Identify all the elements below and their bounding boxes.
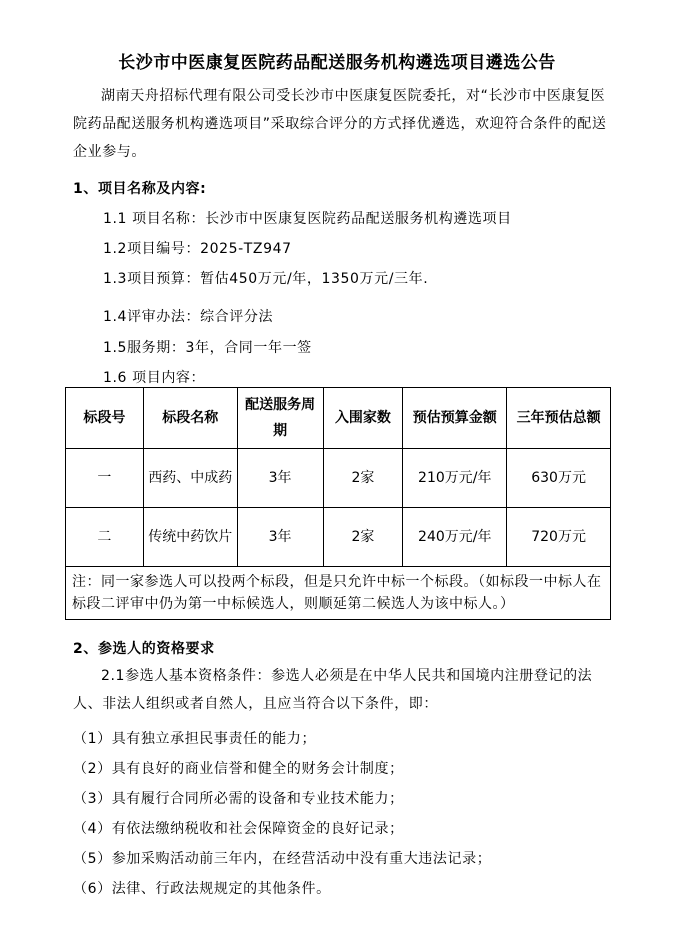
item-1-5-service-period: 1.5服务期：3年，合同一年一签: [103, 340, 312, 356]
lots-table: [65, 387, 611, 620]
condition-item: （6）法律、行政法规规定的其他条件。: [73, 881, 331, 897]
condition-item: （3）具有履行合同所必需的设备和专业技术能力；: [73, 791, 404, 807]
cell-shortlist-count: 2家: [323, 449, 403, 508]
cell-three-year-total: 720万元: [507, 508, 611, 567]
cell-shortlist-count: 2家: [323, 508, 403, 567]
item-1-1-project-name: 1.1 项目名称：长沙市中医康复医院药品配送服务机构遴选项目: [103, 211, 512, 227]
header-service-cycle: 配送服务周期: [237, 388, 323, 449]
table-note-row: [66, 567, 611, 620]
table-header-row: [66, 388, 611, 449]
item-2-1-basic-qualifications: 2.1参选人基本资格条件：参选人必须是在中华人民共和国境内注册登记的法人、非法人组织或者自然人，且应当符合以下条件，即：: [73, 668, 593, 712]
condition-item: （2）具有良好的商业信誉和健全的财务会计制度；: [73, 761, 404, 777]
table-row: [66, 449, 611, 508]
cell-lot-name: 传统中药饮片: [143, 508, 237, 567]
header-estimated-budget: 预估预算金额: [403, 388, 507, 449]
cell-lot-name: 西药、中成药: [143, 449, 237, 508]
cell-three-year-total: 630万元: [507, 449, 611, 508]
condition-item: （4）有依法缴纳税收和社会保障资金的良好记录；: [73, 821, 404, 837]
cell-service-cycle: 3年: [237, 449, 323, 508]
cell-estimated-budget: 240万元/年: [403, 508, 507, 567]
section-2-heading: 2、参选人的资格要求: [73, 641, 215, 657]
table-note: 注：同一家参选人可以投两个标段，但是只允许中标一个标段。（如标段一中标人在标段二评审中仍为第一中标候选人，则顺延第二候选人为该中标人。）: [66, 567, 611, 620]
table-row: [66, 508, 611, 567]
item-1-3-project-budget: 1.3项目预算：暂估450万元/年，1350万元/三年.: [103, 271, 429, 287]
cell-service-cycle: 3年: [237, 508, 323, 567]
header-shortlist-count: 入围家数: [323, 388, 403, 449]
item-1-6-project-content: 1.6 项目内容：: [103, 370, 206, 386]
condition-item: （5）参加采购活动前三年内，在经营活动中没有重大违法记录；: [73, 851, 492, 867]
header-three-year-total: 三年预估总额: [507, 388, 611, 449]
item-1-4-evaluation-method: 1.4评审办法：综合评分法: [103, 309, 274, 325]
document-title: 长沙市中医康复医院药品配送服务机构遴选项目遴选公告: [118, 53, 556, 73]
header-lot-number: 标段号: [66, 388, 144, 449]
condition-item: （1）具有独立承担民事责任的能力；: [73, 731, 317, 747]
intro-paragraph: 湖南天舟招标代理有限公司受长沙市中医康复医院委托，对“长沙市中医康复医院药品配送服务机构遴选项目”采取综合评分的方式择优遴选，欢迎符合条件的配送企业参与。: [73, 88, 607, 160]
cell-estimated-budget: 210万元/年: [403, 449, 507, 508]
header-lot-name: 标段名称: [143, 388, 237, 449]
cell-lot-number: 一: [66, 449, 144, 508]
item-1-2-project-number: 1.2项目编号：2025-TZ947: [103, 241, 292, 257]
section-1-heading: 1、项目名称及内容:: [73, 181, 207, 197]
cell-lot-number: 二: [66, 508, 144, 567]
